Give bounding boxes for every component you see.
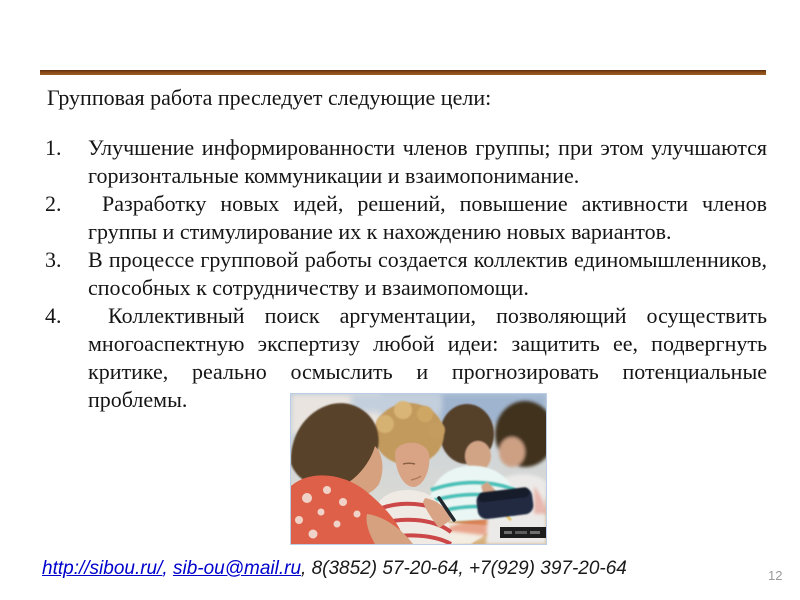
classroom-photo [290, 393, 547, 545]
list-item-text: Разработку новых идей, решений, повышение активности членов группы и стимулирование их к нахождению новых вариантов. [88, 191, 767, 244]
email-link[interactable]: sib-ou@mail.ru [172, 558, 302, 579]
website-link[interactable]: http://sibou.ru/ [42, 558, 163, 579]
goals-list [45, 134, 767, 414]
list-item [45, 190, 767, 246]
footer-phone-numbers: , 8(3852) 57-20-64, +7(929) 397-20-64 [301, 558, 627, 579]
list-item-number: 1. [45, 135, 62, 160]
list-item-text: В процессе групповой работы создается коллектив единомышленников, способных к сотрудничеству и взаимопомощи. [88, 247, 767, 300]
list-item [45, 134, 767, 190]
footer-contacts [42, 557, 742, 581]
list-item-number: 2. [45, 191, 62, 216]
footer-separator: , [162, 558, 173, 579]
classroom-photo-illustration [291, 394, 546, 544]
list-item-number: 4. [45, 303, 62, 328]
page-number: 12 [768, 568, 783, 583]
accent-divider-line [40, 70, 766, 75]
list-item [45, 246, 767, 302]
slide-title: Групповая работа преследует следующие цели: [47, 85, 492, 110]
list-item-number: 3. [45, 247, 62, 272]
list-item-text: Коллективный поиск аргументации, позволяющий осуществить многоаспектную экспертизу любой идеи: защитить ее, подвергнуть критике, реально осмыслить и прогнозировать потенциальные проблемы. [88, 303, 767, 412]
list-item-text: Улучшение информированности членов группы; при этом улучшаются горизонтальные коммуникации и взаимопонимание. [88, 135, 767, 188]
